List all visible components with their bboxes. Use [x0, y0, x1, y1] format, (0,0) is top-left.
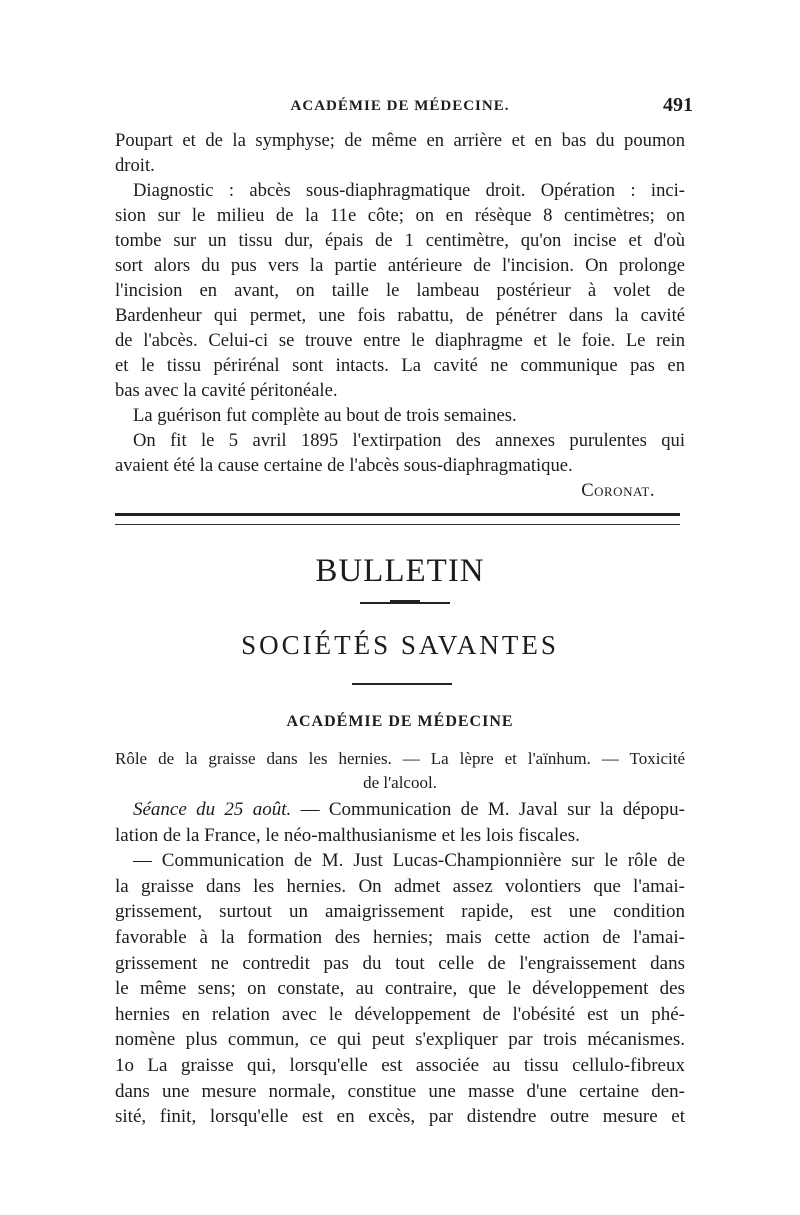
text-line: sion sur le milieu de la 11e côte; on en résèque 8 centimètres; on: [115, 205, 685, 226]
page-number: 491: [663, 94, 693, 116]
article-end: [115, 128, 685, 503]
society-title: ACADÉMIE DE MÉDECINE: [286, 713, 514, 730]
text-line: lation de la France, le néo-malthusianisme et les lois fiscales.: [115, 824, 580, 846]
section-title: SOCIÉTÉS SAVANTES: [241, 630, 559, 660]
ornament-rule: [352, 683, 452, 685]
text-line: La guérison fut complète au bout de trois semaines.: [133, 405, 517, 426]
text-line: Diagnostic : abcès sous-diaphragmatique droit. Opération : inci-: [133, 180, 685, 201]
text-line: la graisse dans les hernies. On admet assez volontiers que l'amai-: [115, 875, 685, 897]
text-line: — Communication de M. Just Lucas-Championnière sur le rôle de: [133, 850, 685, 872]
text-line: Bardenheur qui permet, une fois rabattu, de pénétrer dans la cavité: [115, 305, 685, 326]
text-line: tombe sur un tissu dur, épais de 1 centimètre, qu'on incise et d'où: [115, 230, 685, 251]
text-line: droit.: [115, 155, 155, 176]
summary-line: de l'alcool.: [363, 773, 437, 792]
text-line: On fit le 5 avril 1895 l'extirpation des annexes purulentes qui: [133, 430, 685, 451]
text-line: Poupart et de la symphyse; de même en arrière et en bas du poumon: [115, 130, 685, 151]
text-line: hernies en relation avec le développement de l'obésité est un phé-: [115, 1003, 685, 1025]
text-line: et le tissu périrénal sont intacts. La cavité ne communique pas en: [115, 355, 685, 376]
page-header: [115, 94, 693, 124]
text-line: dans une mesure normale, constitue une masse d'une certaine den-: [115, 1080, 685, 1102]
bulletin-title: BULLETIN: [315, 553, 485, 589]
session-report: [115, 797, 685, 1130]
summary-line: Rôle de la graisse dans les hernies. — La lèpre et l'aïnhum. — Toxicité: [115, 749, 685, 768]
ornament-rule-center: [390, 600, 420, 604]
session-date: Séance du 25 août.: [133, 799, 292, 820]
author-signature: [115, 478, 685, 503]
text-line: le même sens; on constate, au contraire, que le développement des: [115, 978, 685, 1000]
text-line: grissement ne contredit pas du tout celle de l'engraissement dans: [115, 952, 685, 974]
text-line: nomène plus commun, ce qui peut s'expliquer par trois mécanismes.: [115, 1029, 685, 1051]
text-line: bas avec la cavité péritonéale.: [115, 380, 338, 401]
text-line: sort alors du pus vers la partie antérieure de l'incision. On prolonge: [115, 255, 685, 276]
signature-text: Coronat.: [581, 480, 655, 501]
session-summary: [115, 747, 685, 795]
text-line: avaient été la cause certaine de l'abcès sous-diaphragmatique.: [115, 455, 573, 476]
text-line: de l'abcès. Celui-ci se trouve entre le diaphragme et le foie. Le rein: [115, 330, 685, 351]
double-rule-divider: [115, 513, 680, 525]
text-line: sité, finit, lorsqu'elle est en excès, par distendre outre mesure et: [115, 1106, 685, 1128]
running-title: ACADÉMIE DE MÉDECINE.: [290, 98, 510, 114]
text-line: 1o La graisse qui, lorsqu'elle est associée au tissu cellulo-fibreux: [115, 1054, 685, 1076]
text-line: [115, 797, 685, 823]
text-line: favorable à la formation des hernies; mais cette action de l'amai-: [115, 926, 685, 948]
text-line: grissement, surtout un amaigrissement rapide, est une condition: [115, 901, 685, 923]
text-line: l'incision en avant, on taille le lambeau postérieur à volet de: [115, 280, 685, 301]
text-span: — Communication de M. Javal sur la dépopu-: [300, 799, 685, 820]
